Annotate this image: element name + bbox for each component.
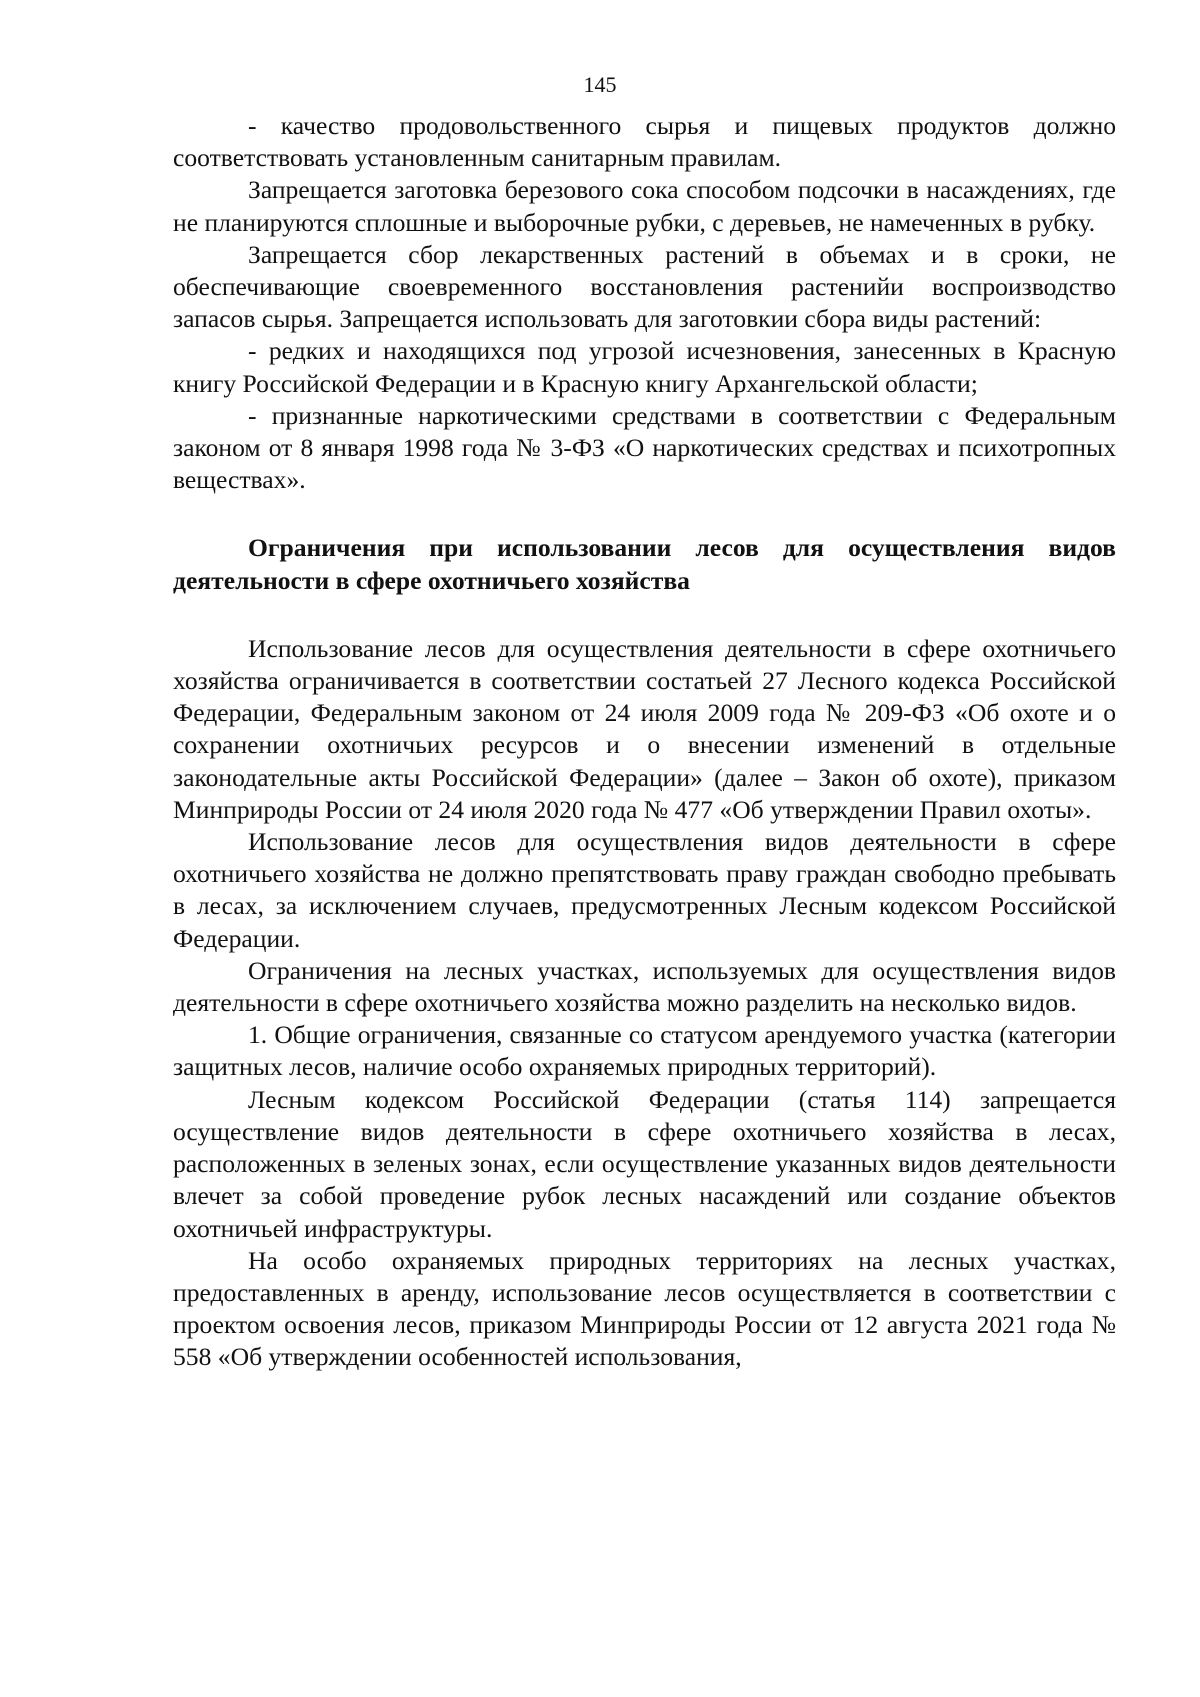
paragraph: Ограничения на лесных участках, используемых для осуществления видов деятельности в сфере охотничьего хозяйства можно разделить на несколько видов. [173, 955, 1116, 1018]
paragraph: - редких и находящихся под угрозой исчезновения, занесенных в Красную книгу Российской Федерации и в Красную книгу Архангельской области; [173, 336, 1116, 398]
paragraph: Использование лесов для осуществления видов деятельности в сфере охотничьего хозяйства не должно препятствовать праву граждан свободно пребывать в лесах, за исключением случаев, предусмотренных Лесным кодексом Российской Федерации. [173, 827, 1116, 953]
document-body [173, 110, 1116, 1374]
paragraph: Лесным кодексом Российской Федерации (статья 114) запрещается осуществление видов деятельности в сфере охотничьего хозяйства в лесах, расположенных в зеленых зонах, если осуществление указанных видов деятельности влечет за собой проведение рубок лесных насаждений или создание объектов охотничьей инфраструктуры. [173, 1084, 1116, 1243]
paragraph: На особо охраняемых природных территориях на лесных участках, предоставленных в аренду, использование лесов осуществляется в соответствии с проектом освоения лесов, приказом Минприроды России от 12 августа 2021 года № 558 «Об утверждении особенностей использования, [173, 1245, 1116, 1372]
section-heading: Ограничения при использовании лесов для осуществления видов деятельности в сфере охотничьего хозяйства [173, 533, 1116, 595]
page-number: 145 [583, 72, 617, 97]
paragraph: Запрещается заготовка березового сока способом подсочки в насаждениях, где не планируются сплошные и выборочные рубки, с деревьев, не намеченных в рубку. [173, 175, 1116, 237]
paragraph: - признанные наркотическими средствами в соответствии с Федеральным законом от 8 января 1998 года № 3-ФЗ «О наркотических средствах и психотропных веществах». [173, 400, 1116, 495]
paragraph: Запрещается сбор лекарственных растений в объемах и в сроки, не обеспечивающие своевременного восстановления растенийи воспроизводство запасов сырья. Запрещается использовать для заготовкии сбора виды растений: [173, 239, 1116, 334]
paragraph: 1. Общие ограничения, связанные со статусом арендуемого участка (категории защитных лесов, наличие особо охраняемых природных территорий). [173, 1020, 1116, 1082]
paragraph: - качество продовольственного сырья и пищевых продуктов должно соответствовать установленным санитарным правилам. [173, 111, 1116, 173]
paragraph: Использование лесов для осуществления деятельности в сфере охотничьего хозяйства ограничивается в соответствии состатьей 27 Лесного кодекса Российской Федерации, Федеральным законом от 24 июля 2009 года № 209-ФЗ «Об охоте и о сохранении охотничьих ресурсов и о внесении изменений в отдельные законодательные акты Российской Федерации» (далее – Закон об охоте), приказом Минприроды России от 24 июля 2020 года № 477 «Об утверждении Правил охоты». [173, 633, 1116, 824]
